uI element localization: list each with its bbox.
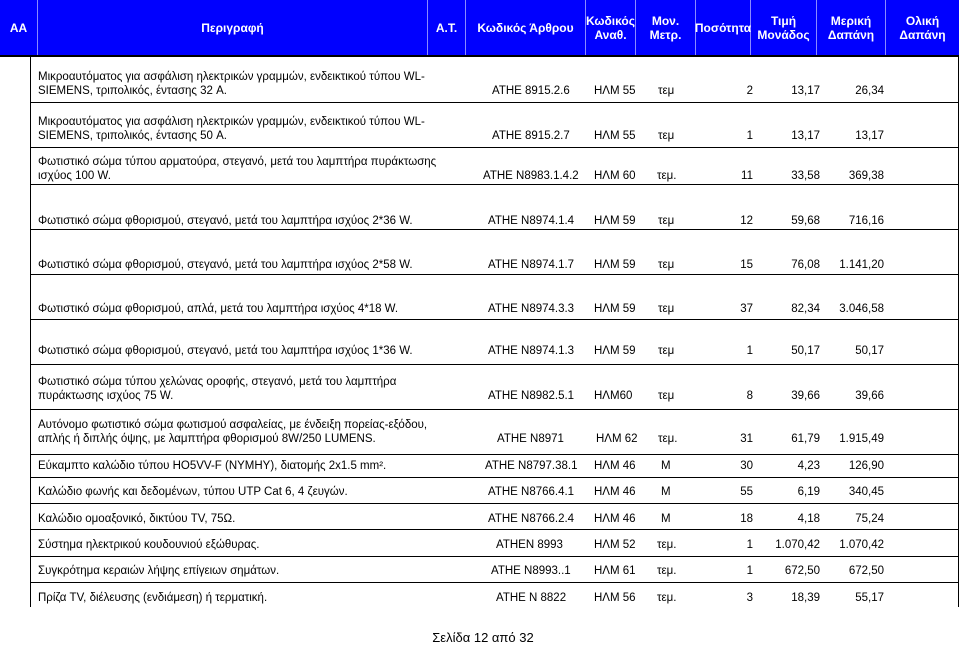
- row-description: Φωτιστικό σώμα φθορισμού, απλά, μετά του λαμπτήρα ισχύος 4*18 W.: [38, 303, 399, 315]
- row-anath-code: ΗΛΜ 46: [594, 513, 636, 525]
- page-number: Σελίδα 12 από 32: [432, 630, 534, 645]
- row-anath-code: ΗΛΜ 60: [594, 170, 636, 182]
- row-partial-cost: 672,50: [848, 565, 884, 577]
- header-unit: Μον. Μετρ.: [636, 0, 696, 55]
- row-description: Αυτόνομο φωτιστικό σώμα φωτισμού ασφαλείας, με ένδειξη πορείας-εξόδου, απλής ή διπλής όψης, με λαμπτήρα φθορισμού 8W/250 LUMENS.: [38, 419, 428, 445]
- row-article-code: ΑΤΗΕΝ 8993: [496, 539, 563, 551]
- header-unit-price: Τιμή Μονάδος: [751, 0, 817, 55]
- row-divider: [30, 319, 959, 320]
- row-article-code: ΑΤΗΕ Ν 8822: [496, 592, 567, 604]
- row-unit: τεμ: [658, 85, 675, 97]
- row-description: Συγκρότημα κεραιών λήψης επίγειων σημάτων.: [38, 565, 280, 577]
- row-anath-code: ΗΛΜ 59: [594, 303, 636, 315]
- row-anath-code: ΗΛΜ 55: [594, 130, 636, 142]
- row-partial-cost: 716,16: [848, 215, 884, 227]
- row-partial-cost: 369,38: [848, 170, 884, 182]
- row-article-code: ΑΤΗΕ N8974.1.7: [488, 259, 575, 271]
- row-unit: τεμ.: [657, 539, 677, 551]
- row-divider: [30, 556, 959, 557]
- row-partial-cost: 126,90: [848, 460, 884, 472]
- row-quantity: 30: [740, 460, 753, 472]
- row-unit: Μ: [661, 486, 671, 498]
- row-partial-cost: 3.046,58: [839, 303, 884, 315]
- row-divider: [30, 229, 959, 230]
- row-quantity: 1: [746, 539, 753, 551]
- row-description: Φωτιστικό σώμα τύπου χελώνας οροφής, στεγανό, μετά του λαμπτήρα πυράκτωσης ισχύος 75 W.: [38, 376, 397, 402]
- row-article-code: ΑΤΗΕ N8982.5.1: [488, 390, 575, 402]
- header-description: Περιγραφή: [38, 0, 428, 55]
- row-quantity: 11: [741, 170, 753, 182]
- row-divider: [30, 102, 959, 103]
- row-divider: [30, 274, 959, 275]
- row-divider: [30, 529, 959, 530]
- row-partial-cost: 26,34: [855, 85, 884, 97]
- row-article-code: ΑΤΗΕ 8915.2.7: [492, 130, 570, 142]
- header-article-code: Κωδικός Άρθρου: [466, 0, 586, 55]
- row-description: Φωτιστικό σώμα φθορισμού, στεγανό, μετά του λαμπτήρα ισχύος 1*36 W.: [38, 345, 413, 357]
- row-partial-cost: 50,17: [855, 345, 884, 357]
- row-unit-price: 13,17: [791, 85, 820, 97]
- row-unit-price: 33,58: [791, 170, 820, 182]
- row-unit: τεμ.: [657, 565, 677, 577]
- table-header: [0, 0, 959, 57]
- row-quantity: 1: [746, 345, 753, 357]
- row-quantity: 8: [746, 390, 753, 402]
- row-anath-code: ΗΛΜ 56: [594, 592, 636, 604]
- row-article-code: ΑΤΗΕ N8974.3.3: [488, 303, 575, 315]
- row-divider: [30, 582, 959, 583]
- row-description: Φωτιστικό σώμα τύπου αρματούρα, στεγανό, μετά του λαμπτήρα πυράκτωσης ισχύος 100 W.: [38, 156, 437, 182]
- row-unit: τεμ: [658, 130, 675, 142]
- row-description: Εύκαμπτο καλώδιο τύπου HO5VV-F (NYMHY), διατομής 2x1.5 mm².: [38, 460, 387, 472]
- row-unit-price: 1.070,42: [775, 539, 820, 551]
- row-article-code: ΑΤΗΕ Ν8971: [497, 433, 564, 445]
- row-unit-price: 50,17: [791, 345, 820, 357]
- row-unit-price: 82,34: [791, 303, 820, 315]
- row-anath-code: ΗΛΜ 52: [594, 539, 636, 551]
- row-unit: τεμ: [658, 390, 675, 402]
- row-partial-cost: 1.070,42: [839, 539, 884, 551]
- row-partial-cost: 1.915,49: [839, 433, 884, 445]
- row-unit-price: 39,66: [791, 390, 820, 402]
- row-description: Καλώδιο φωνής και δεδομένων, τύπου UTP Cat 6, 4 ζευγών.: [38, 486, 348, 498]
- row-anath-code: ΗΛΜ 62: [596, 433, 638, 445]
- row-unit-price: 13,17: [791, 130, 820, 142]
- row-partial-cost: 1.141,20: [839, 259, 884, 271]
- row-unit: τεμ.: [658, 433, 678, 445]
- row-article-code: ΑΤΗΕ N8974.1.4: [488, 215, 575, 227]
- row-divider: [30, 503, 959, 504]
- row-unit: τεμ.: [657, 592, 677, 604]
- header-at: Α.Τ.: [428, 0, 466, 55]
- row-quantity: 3: [746, 592, 753, 604]
- row-unit: τεμ: [658, 259, 675, 271]
- row-unit-price: 61,79: [791, 433, 820, 445]
- row-article-code: ΑΤΗΕ N8766.2.4: [488, 513, 575, 525]
- row-anath-code: ΗΛΜ60: [594, 390, 633, 402]
- row-anath-code: ΗΛΜ 55: [594, 85, 636, 97]
- row-divider: [30, 364, 959, 365]
- row-article-code: ΑΤΗΕ 8915.2.6: [492, 85, 570, 97]
- row-divider: [30, 147, 959, 148]
- header-partial-cost: Μερική Δαπάνη: [817, 0, 886, 55]
- row-anath-code: ΗΛΜ 59: [594, 259, 636, 271]
- row-article-code: ΑΤΗΕ N8766.4.1: [488, 486, 575, 498]
- row-description: Καλώδιο ομοαξονικό, δικτύου TV, 75Ω.: [38, 513, 236, 525]
- row-divider: [30, 454, 959, 455]
- header-aa: ΑΑ: [0, 0, 38, 55]
- grid-line-left: [30, 57, 31, 607]
- row-article-code: ΑΤΗΕ N8983.1.4.2: [483, 170, 579, 182]
- row-description: Μικροαυτόματος για ασφάλιση ηλεκτρικών γραμμών, ενδεικτικού τύπου WL-SIEMENS, τριπολικός, έντασης 32 A.: [38, 71, 425, 97]
- row-unit: Μ: [661, 460, 671, 472]
- row-quantity: 18: [740, 513, 753, 525]
- row-quantity: 12: [740, 215, 753, 227]
- row-quantity: 55: [740, 486, 753, 498]
- row-partial-cost: 39,66: [855, 390, 884, 402]
- row-article-code: ΑΤΗΕ Ν8993..1: [491, 565, 571, 577]
- row-unit-price: 4,18: [797, 513, 820, 525]
- header-quantity: Ποσότητα: [696, 0, 751, 55]
- row-unit: τεμ.: [657, 170, 677, 182]
- row-unit-price: 18,39: [791, 592, 820, 604]
- row-unit-price: 672,50: [784, 565, 820, 577]
- row-unit-price: 4,23: [797, 460, 820, 472]
- row-anath-code: ΗΛΜ 46: [594, 486, 636, 498]
- header-total-cost: Ολική Δαπάνη: [899, 13, 946, 42]
- row-divider: [30, 184, 959, 185]
- row-quantity: 1: [746, 565, 753, 577]
- row-quantity: 2: [746, 85, 753, 97]
- row-description: Μικροαυτόματος για ασφάλιση ηλεκτρικών γραμμών, ενδεικτικού τύπου WL-SIEMENS, τριπολικός, έντασης 50 A.: [38, 116, 425, 142]
- row-quantity: 15: [740, 259, 753, 271]
- row-unit: τεμ: [658, 215, 675, 227]
- row-article-code: ΑΤΗΕ N8797.38.1: [485, 460, 578, 472]
- row-partial-cost: 75,24: [855, 513, 884, 525]
- row-description: Σύστημα ηλεκτρικού κουδουνιού εξώθυρας.: [38, 539, 260, 551]
- row-quantity: 1: [746, 130, 753, 142]
- row-unit-price: 6,19: [797, 486, 820, 498]
- row-divider: [30, 409, 959, 410]
- row-unit-price: 59,68: [791, 215, 820, 227]
- row-quantity: 37: [740, 303, 753, 315]
- row-anath-code: ΗΛΜ 59: [594, 215, 636, 227]
- row-partial-cost: 340,45: [848, 486, 884, 498]
- row-partial-cost: 13,17: [855, 130, 884, 142]
- row-partial-cost: 55,17: [855, 592, 884, 604]
- row-description: Πρίζα TV, διέλευσης (ενδιάμεση) ή τερματική.: [38, 592, 268, 604]
- row-unit-price: 76,08: [791, 259, 820, 271]
- row-anath-code: ΗΛΜ 46: [594, 460, 636, 472]
- row-unit: Μ: [661, 513, 671, 525]
- row-description: Φωτιστικό σώμα φθορισμού, στεγανό, μετά του λαμπτήρα ισχύος 2*36 W.: [38, 215, 413, 227]
- row-anath-code: ΗΛΜ 61: [594, 565, 636, 577]
- row-article-code: ΑΤΗΕ N8974.1.3: [488, 345, 575, 357]
- row-divider: [30, 477, 959, 478]
- row-unit: τεμ: [658, 303, 675, 315]
- row-unit: τεμ: [658, 345, 675, 357]
- row-anath-code: ΗΛΜ 59: [594, 345, 636, 357]
- row-quantity: 31: [740, 433, 753, 445]
- row-description: Φωτιστικό σώμα φθορισμού, στεγανό, μετά του λαμπτήρα ισχύος 2*58 W.: [38, 259, 413, 271]
- header-anath-code: Κωδικός Αναθ.: [586, 0, 636, 55]
